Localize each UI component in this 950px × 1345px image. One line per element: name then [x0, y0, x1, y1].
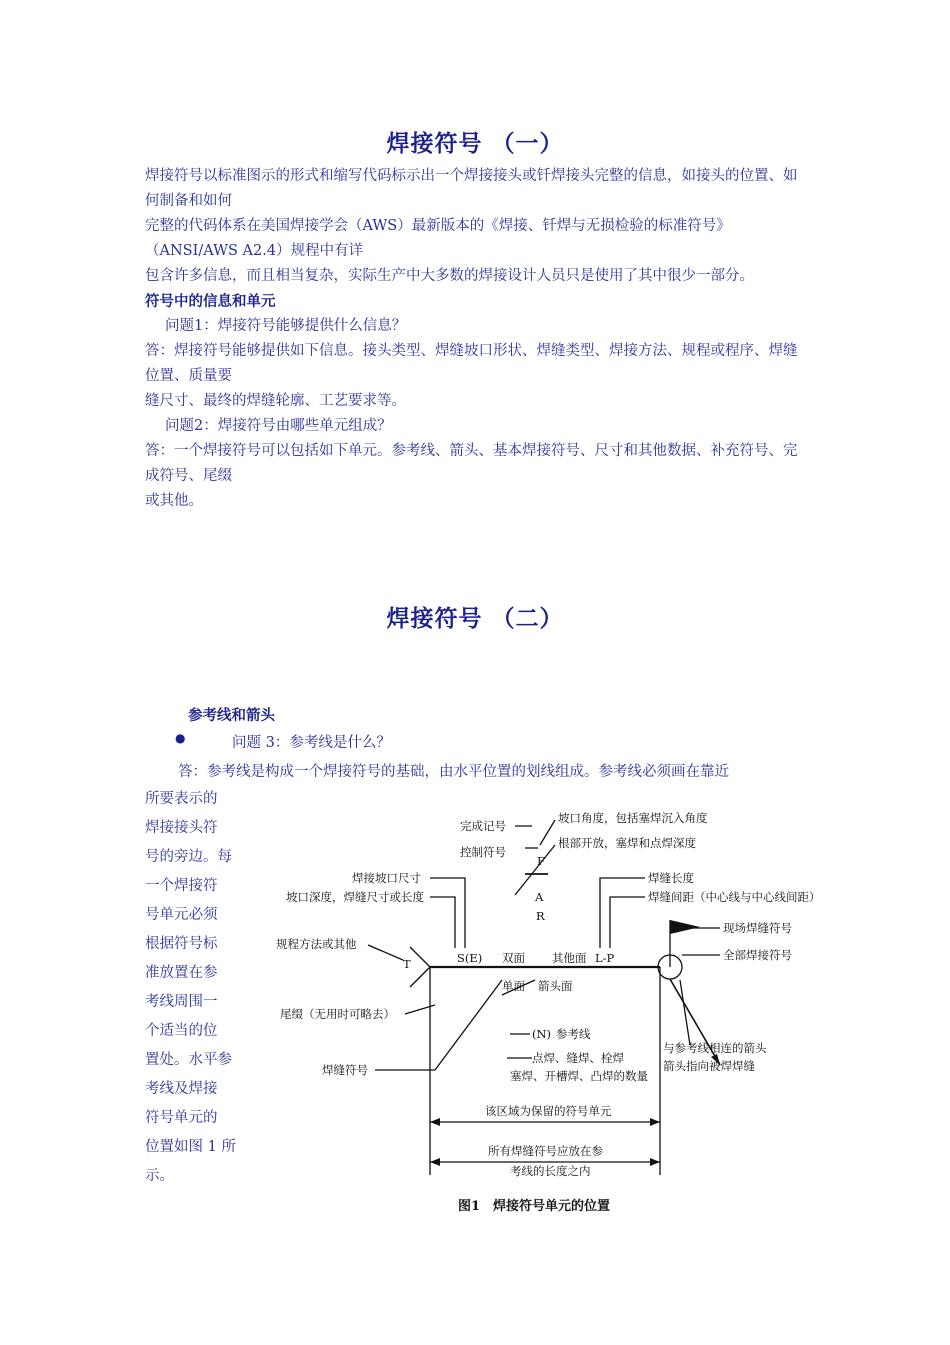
label-weld-length: 焊缝长度	[648, 871, 694, 885]
answer-3-line: 号的旁边。每	[145, 849, 232, 865]
leader	[680, 980, 690, 1045]
label-other-side: 其他面	[552, 951, 587, 965]
label-both-sides: 双面	[502, 951, 525, 965]
section1-paragraph: 包含许多信息，而且相当复杂，实际生产中大多数的焊接设计人员只是使用了其中很少一部分。	[145, 268, 754, 284]
label-A: A	[535, 890, 544, 904]
arrowhead-icon	[430, 1118, 440, 1126]
label-field-weld: 现场焊缝符号	[723, 921, 792, 935]
label-all-around: 全部焊接符号	[723, 948, 792, 962]
label-groove-depth: 坡口深度，焊缝尺寸或长度	[286, 890, 424, 904]
section1-body	[145, 164, 810, 514]
section1-paragraph: 完整的代码体系在美国焊接学会（AWS）最新版本的《焊接、钎焊与无损检验的标准符号》（ANSI/AWS A2.4）规程中有详	[145, 218, 731, 259]
question-1: 问题1：焊接符号能够提供什么信息？	[165, 318, 407, 334]
answer-3-line: 准放置在参	[145, 965, 218, 981]
section2-title: 焊接符号 （二）	[386, 605, 564, 632]
label-reserved: 该区域为保留的符号单元	[485, 1104, 612, 1118]
answer-3-first-line: 答：参考线是构成一个焊接符号的基础，由水平位置的划线组成。参考线必须画在靠近	[178, 764, 729, 780]
answer-3-line: 置处。水平参	[145, 1052, 232, 1068]
label-N: (N)	[532, 1027, 552, 1041]
label-arrow-conn: 与参考线相连的箭头	[663, 1041, 767, 1055]
leader	[515, 845, 555, 895]
arrowhead-icon	[430, 1158, 440, 1166]
answer-1-line2: 缝尺寸、最终的焊缝轮廓、工艺要求等。	[145, 393, 406, 409]
label-all-symbols-2: 考线的长度之内	[510, 1164, 591, 1178]
answer-2-line2: 或其他。	[145, 493, 203, 509]
arrowhead-icon	[650, 1158, 660, 1166]
label-number-of-2: 塞焊、开槽焊、凸焊的数量	[510, 1069, 648, 1083]
welding-symbol-diagram	[270, 800, 840, 1220]
leader	[540, 820, 555, 845]
leader	[430, 897, 455, 948]
label-ref-line: 参考线	[556, 1027, 591, 1041]
label-arrow-side: 箭头面	[538, 979, 573, 993]
label-groove-size: 焊接坡口尺寸	[352, 871, 421, 885]
answer-3-line: 考线及焊接	[145, 1081, 218, 1097]
arrowhead-icon	[650, 1118, 660, 1126]
answer-3-line: 根据符号标	[145, 936, 218, 952]
label-all-symbols-1: 所有焊缝符号应放在参	[488, 1144, 603, 1158]
label-root-opening: 根部开放，塞焊和点焊深度	[558, 836, 696, 850]
answer-3-line: 焊接接头符	[145, 820, 218, 836]
section1-title: 焊接符号 （一）	[386, 130, 564, 157]
label-number-of: 点焊、缝焊、栓焊	[532, 1051, 624, 1065]
answer-3-line: 位置如图 1 所	[145, 1139, 236, 1155]
answer-3-line: 符号单元的	[145, 1110, 218, 1126]
answer-3-column	[145, 785, 245, 1191]
label-F: F	[537, 854, 545, 868]
label-finish-mark: 完成记号	[460, 819, 506, 833]
answer-3-line: 一个焊接符	[145, 878, 218, 894]
label-process: 规程方法或其他	[276, 937, 357, 951]
leader	[430, 878, 465, 948]
label-arrow-points: 箭头指向被焊焊缝	[663, 1059, 755, 1073]
tail-line	[410, 967, 430, 987]
leader	[600, 878, 645, 948]
label-tail: 尾缀（无用时可略去）	[280, 1007, 395, 1021]
label-R: R	[536, 909, 545, 923]
answer-3-line: 考线周围一	[145, 994, 218, 1010]
leader	[435, 980, 502, 1070]
figure-caption: 图1 焊接符号单元的位置	[458, 1199, 611, 1214]
question-2: 问题2：焊接符号由哪些单元组成？	[165, 418, 392, 434]
answer-2-line1: 答：一个焊接符号可以包括如下单元。参考线、箭头、基本焊接符号、尺寸和其他数据、补充符号、完成符号、尾缀	[145, 443, 798, 484]
label-weld-pitch: 焊缝间距（中心线与中心线间距）	[648, 890, 821, 904]
label-weld-symbol: 焊缝符号	[322, 1063, 368, 1077]
answer-1-line1: 答：焊接符号能够提供如下信息。接头类型、焊缝坡口形状、焊缝类型、焊接方法、规程或程序、焊缝位置、质量要	[145, 343, 798, 384]
answer-3-line: 所要表示的	[145, 791, 218, 807]
label-LP: L-P	[595, 951, 615, 965]
label-SE: S(E)	[457, 951, 483, 965]
answer-3-line: 号单元必须	[145, 907, 218, 923]
bullet-icon: ●	[175, 731, 186, 745]
leader	[610, 897, 645, 948]
section1-paragraph: 焊接符号以标准图示的形式和缩写代码标示出一个焊接接头或钎焊接头完整的信息，如接头的位置、如何制备和如何	[145, 168, 798, 209]
section1-subheading: 符号中的信息和单元	[145, 293, 276, 310]
section2-subheading: 参考线和箭头	[188, 707, 275, 724]
label-control-symbol: 控制符号	[460, 845, 506, 859]
label-T: T	[403, 957, 411, 971]
question-3: 问题 3：参考线是什么？	[232, 735, 391, 751]
tail-line	[410, 947, 430, 967]
answer-3-line: 个适当的位	[145, 1023, 218, 1039]
label-groove-angle: 坡口角度，包括塞焊沉入角度	[558, 811, 708, 825]
label-single-side: 单面	[502, 979, 525, 993]
leader	[368, 945, 403, 960]
flag-icon	[670, 920, 700, 934]
answer-3-line: 示。	[145, 1168, 174, 1184]
